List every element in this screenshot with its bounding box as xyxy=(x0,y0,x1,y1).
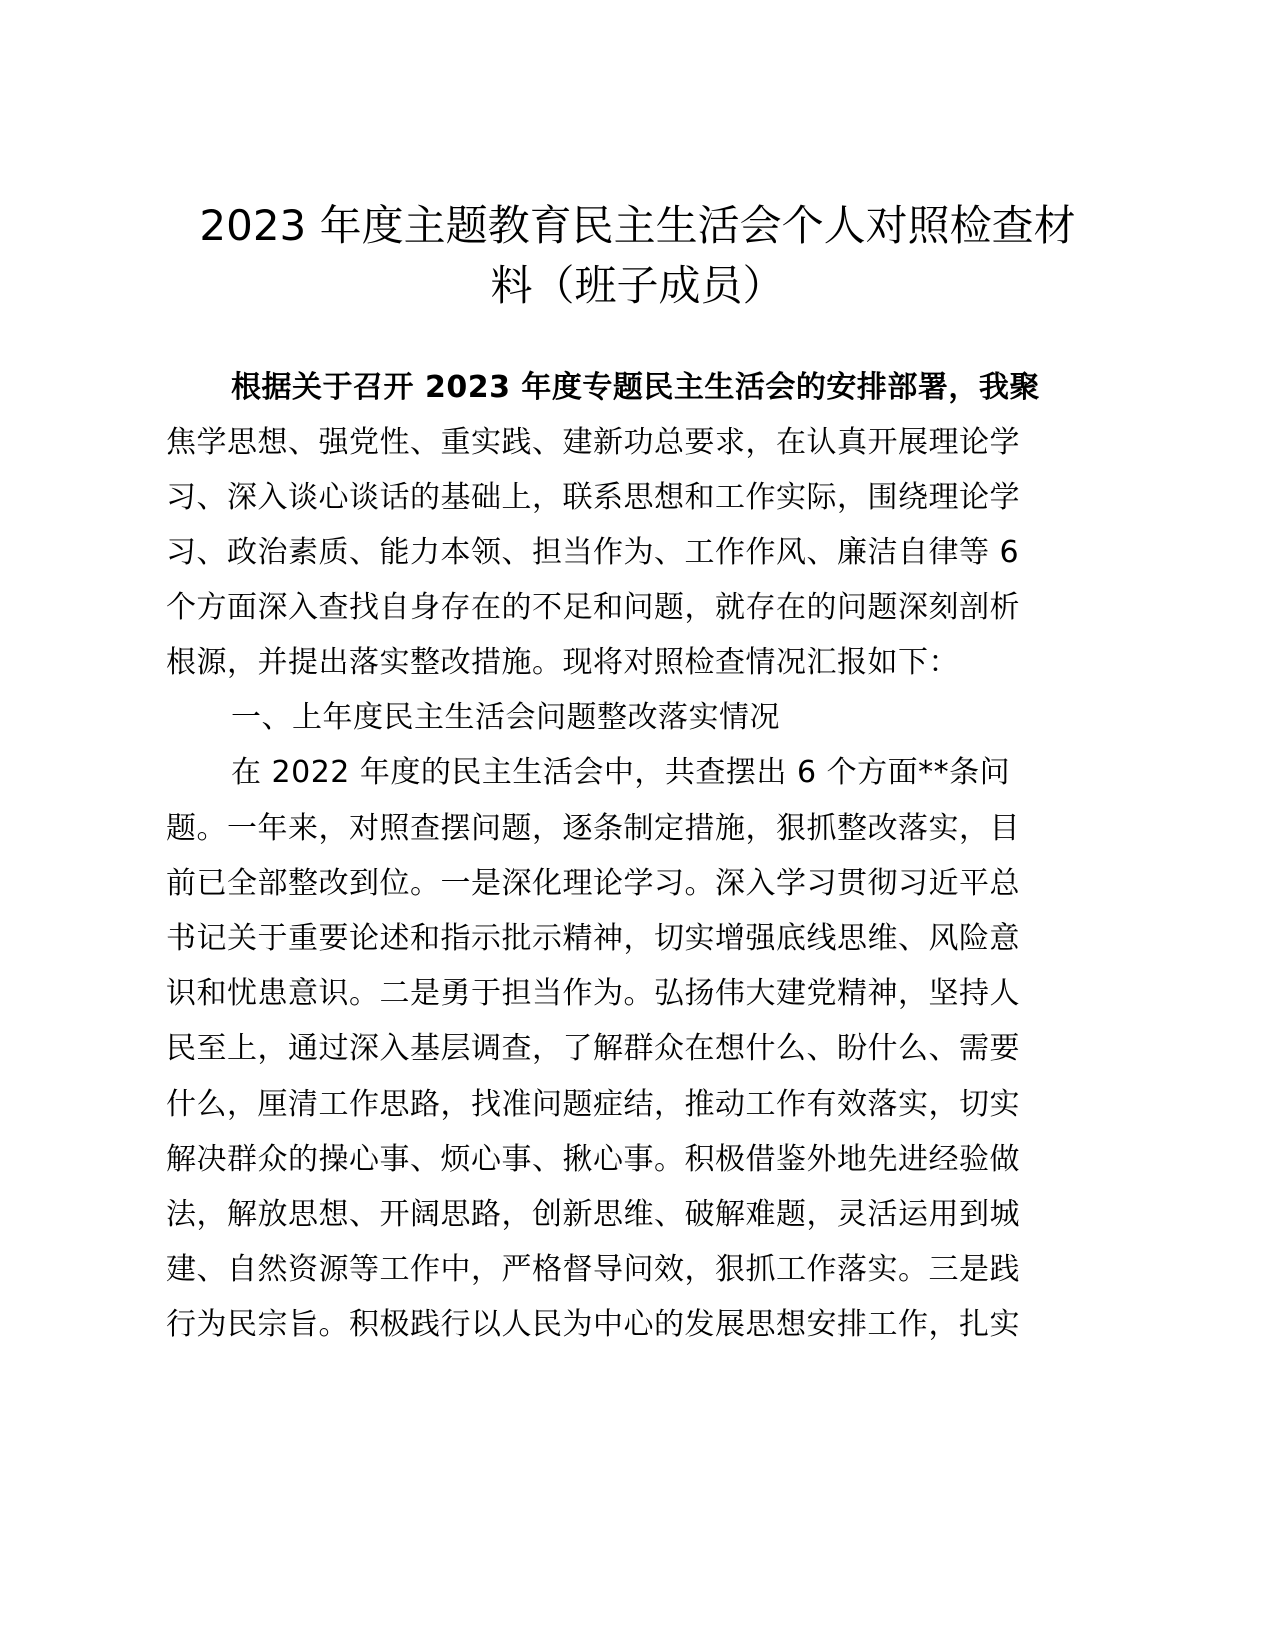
paragraph-line: 习、政治素质、能力本领、担当作为、工作作风、廉洁自律等 6 xyxy=(166,535,1020,570)
paragraph-line: 个方面深入查找自身存在的不足和问题，就存在的问题深刻剖析 xyxy=(166,590,1020,625)
paragraph-line: 在 2022 年度的民主生活会中，共查摆出 6 个方面**条问 xyxy=(231,755,1011,790)
paragraph-line: 什么，厘清工作思路，找准问题症结，推动工作有效落实，切实 xyxy=(166,1087,1020,1122)
paragraph-line: 书记关于重要论述和指示批示精神，切实增强底线思维、风险意 xyxy=(166,921,1020,956)
paragraph-line: 题。一年来，对照查摆问题，逐条制定措施，狠抓整改落实，目 xyxy=(166,811,1020,846)
paragraph-line: 焦学思想、强党性、重实践、建新功总要求，在认真开展理论学 xyxy=(166,425,1020,460)
paragraph-line: 识和忧患意识。二是勇于担当作为。弘扬伟大建党精神，坚持人 xyxy=(166,976,1020,1011)
paragraph-line: 根源，并提出落实整改措施。现将对照检查情况汇报如下： xyxy=(166,645,959,680)
paragraph-line: 解决群众的操心事、烦心事、揪心事。积极借鉴外地先进经验做 xyxy=(166,1142,1020,1177)
paragraph-line: 前已全部整改到位。一是深化理论学习。深入学习贯彻习近平总 xyxy=(166,866,1020,901)
paragraph-line: 行为民宗旨。积极践行以人民为中心的发展思想安排工作，扎实 xyxy=(166,1307,1020,1342)
section-heading: 一、上年度民主生活会问题整改落实情况 xyxy=(231,700,780,735)
paragraph-line: 建、自然资源等工作中，严格督导问效，狠抓工作落实。三是践 xyxy=(166,1252,1020,1287)
paragraph-line: 民至上，通过深入基层调查，了解群众在想什么、盼什么、需要 xyxy=(166,1031,1020,1066)
title-line: 料（班子成员） xyxy=(490,261,785,310)
paragraph-line: 法，解放思想、开阔思路，创新思维、破解难题，灵活运用到城 xyxy=(166,1197,1020,1232)
paragraph-line: 根据关于召开 2023 年度专题民主生活会的安排部署，我聚 xyxy=(231,370,1040,405)
document-title xyxy=(150,196,1125,316)
title-line: 2023 年度主题教育民主生活会个人对照检查材 xyxy=(199,201,1076,250)
paragraph-line: 习、深入谈心谈话的基础上，联系思想和工作实际，围绕理论学 xyxy=(166,480,1020,515)
